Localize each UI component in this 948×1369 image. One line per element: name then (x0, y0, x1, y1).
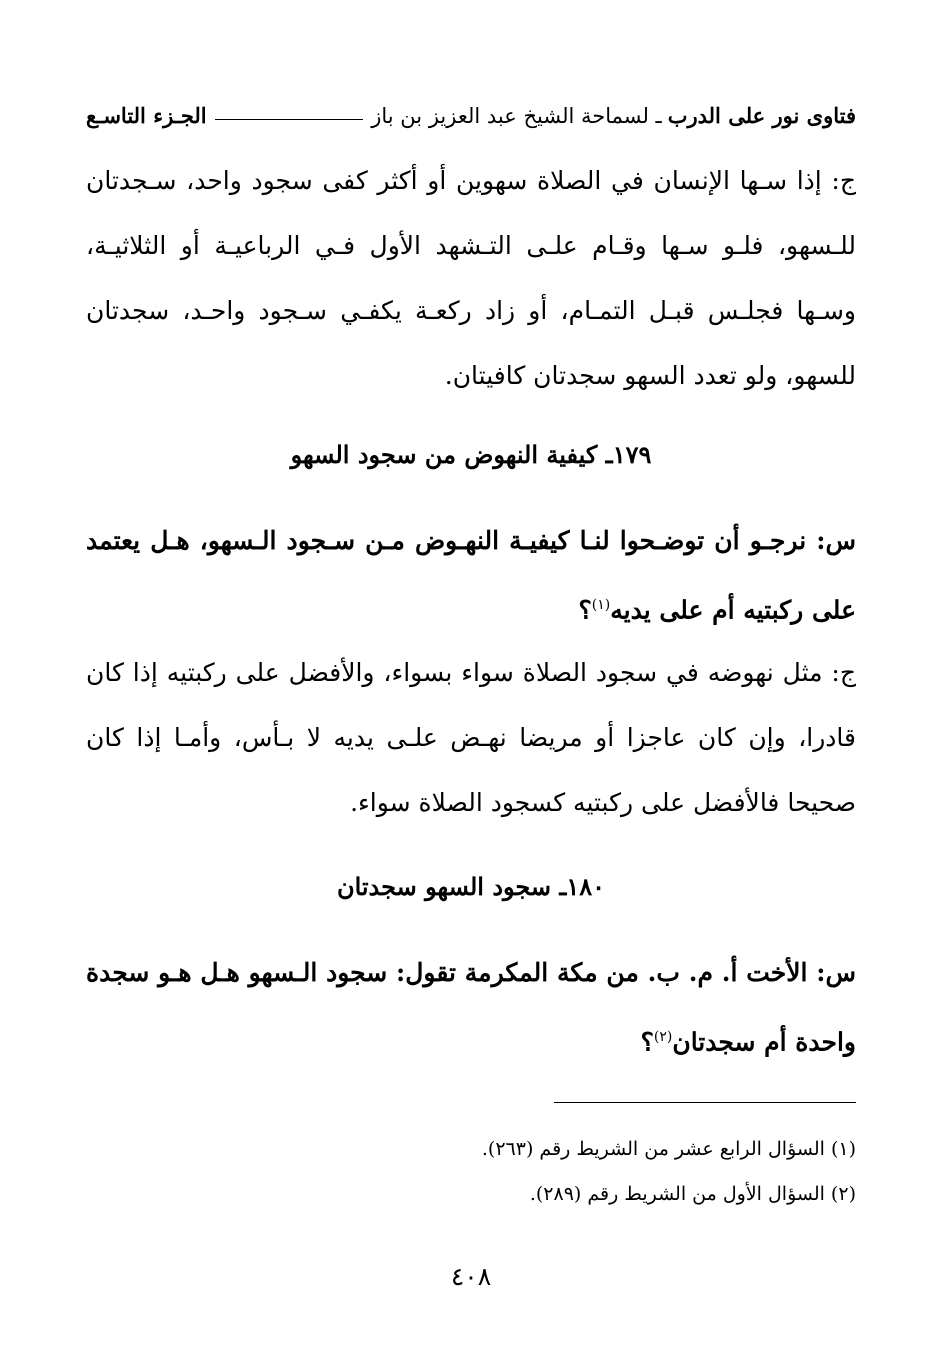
page-number: ٤٠٨ (450, 1262, 492, 1291)
question-paragraph-179 (86, 508, 856, 642)
section-heading-180: ١٨٠ـ سجود السهو سجدتان (336, 872, 606, 901)
header-title-group (371, 103, 856, 128)
question-paragraph-180 (86, 940, 856, 1074)
footnote-2: (٢) السؤال الأول من الشريط رقم (٢٨٩). (529, 1183, 856, 1205)
volume-label: الجـزء التاسـع (86, 103, 207, 128)
question-text: س: الأخت أ. م. ب. من مكة المكرمة تقول: سجود الـسهو هـل هـو سجدة واحدة أم سجدتان (86, 958, 856, 1057)
page (86, 0, 856, 1369)
answer-text: ج: إذا سـها الإنسان في الصلاة سهوين أو أكثر كفى سجود واحد، سـجدتان للـسهو، فلـو سـها وقـام علـى التـشهد الأول فـي الرباعيـة أو الثلاثيـة، وسـها فجلـس قبـل التمـام، أو زاد ركعـة يكفـي سـجود واحـد، سجدتان للسهو، ولو تعدد السهو سجدتان كافيتان. (86, 166, 856, 390)
question-text: س: نرجـو أن توضـحوا لنـا كيفيـة النهـوض مـن سـجود الـسهو، هـل يعتمد على ركبتيه أم على يديه (86, 526, 856, 625)
section-heading-179: ١٧٩ـ كيفية النهوض من سجود السهو (290, 440, 652, 469)
answer-paragraph-179 (86, 640, 856, 835)
footnote-1: (١) السؤال الرابع عشر من الشريط رقم (٢٦٣). (481, 1138, 856, 1160)
author-name: ـ لسماحة الشيخ عبد العزيز بن باز (371, 104, 662, 128)
question-mark: ؟ (640, 1027, 654, 1057)
footnote-ref-2: (٢) (653, 1029, 673, 1045)
book-title: فتاوى نور على الدرب (667, 103, 856, 128)
header-rule (215, 119, 364, 120)
footnote-separator (554, 1102, 856, 1103)
answer-paragraph-1 (86, 148, 856, 408)
running-header (86, 88, 856, 128)
question-mark: ؟ (578, 595, 592, 625)
answer-text: ج: مثل نهوضه في سجود الصلاة سواء بسواء، والأفضل على ركبتيه إذا كان قادرا، وإن كان عاجزا أو مريضا نهـض علـى يديه لا بـأس، وأمـا إذا كان صحيحا فالأفضل على ركبتيه كسجود الصلاة سواء. (86, 658, 856, 817)
footnote-ref-1: (١) (591, 597, 611, 613)
